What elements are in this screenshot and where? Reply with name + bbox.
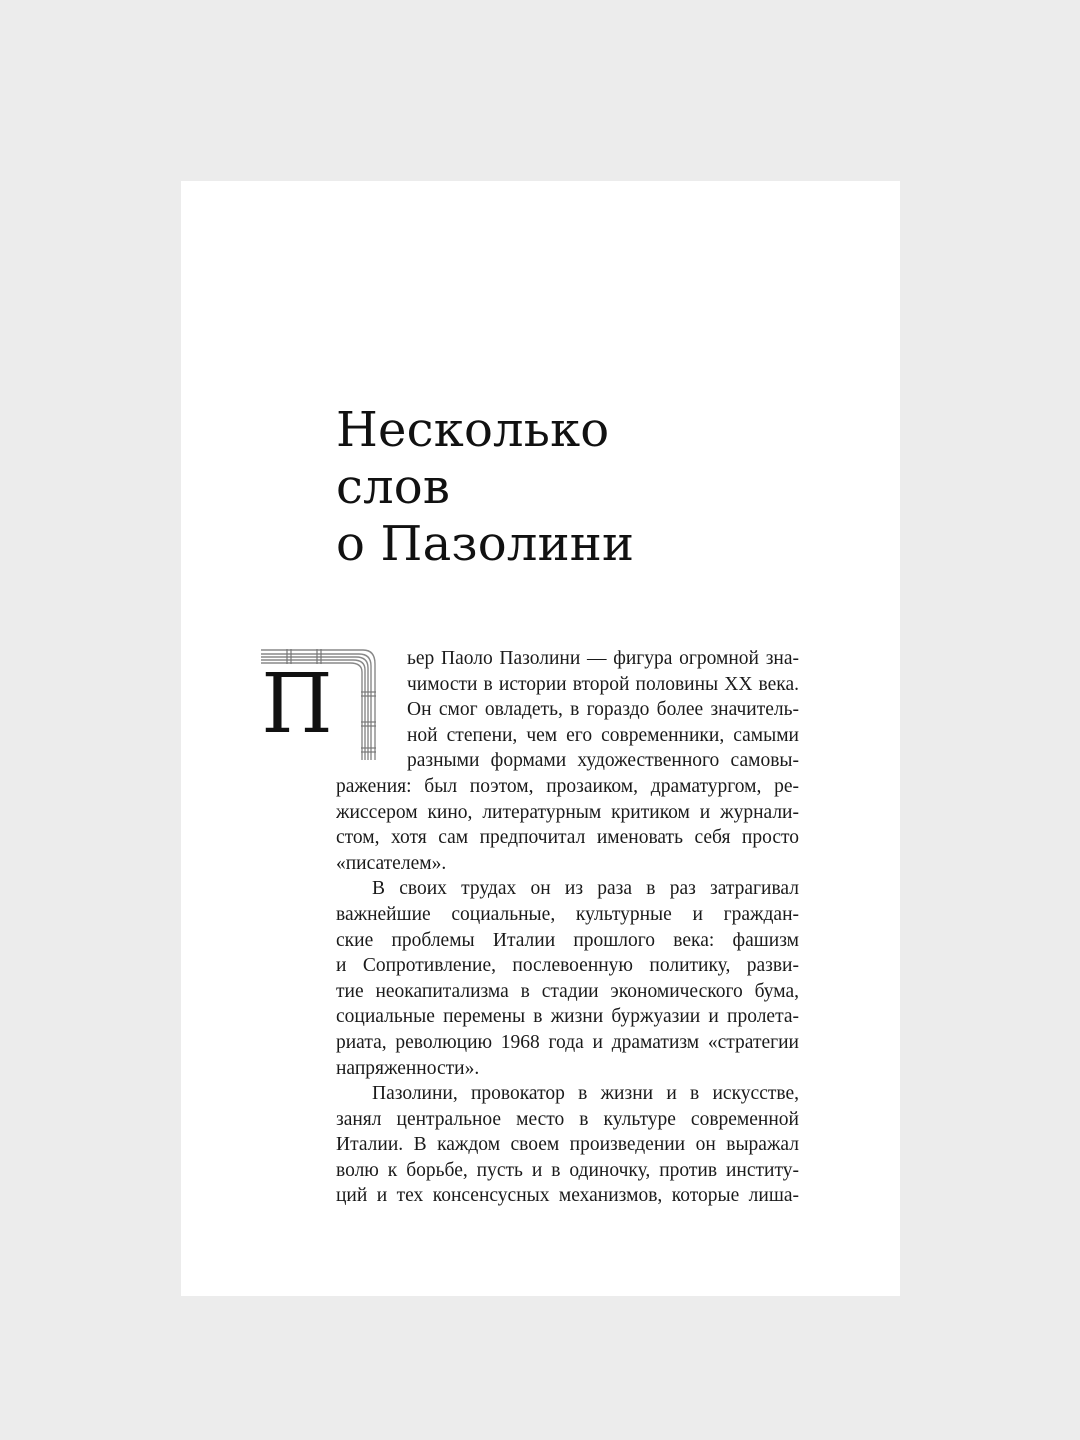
text-line: «писателем». bbox=[336, 852, 447, 874]
text-line: чимости в истории второй половины XX века. bbox=[407, 673, 799, 695]
text-line: тие неокапитализма в стадии экономического бума, bbox=[336, 980, 799, 1002]
text-line: ражения: был поэтом, прозаиком, драматургом, ре- bbox=[336, 775, 799, 797]
text-line: В своих трудах он из раза в раз затрагивал bbox=[372, 878, 799, 900]
text-line: социальные перемены в жизни буржуазии и пролета- bbox=[336, 1006, 799, 1028]
text-line: разными формами художественного самовы- bbox=[407, 750, 799, 772]
text-line: риата, революцию 1968 года и драматизм «стратегии bbox=[336, 1031, 799, 1053]
text-line: напряженности». bbox=[336, 1057, 480, 1079]
text-line: занял центральное место в культуре современной bbox=[336, 1108, 799, 1130]
text-line: стом, хотя сам предпочитал именовать себя просто bbox=[336, 827, 799, 849]
chapter-title-line: слов bbox=[336, 459, 451, 515]
chapter-title-line: о Пазолини bbox=[336, 516, 635, 572]
text-line: Он смог овладеть, в гораздо более значитель- bbox=[407, 699, 799, 721]
text-line: жиссером кино, литературным критиком и журнали- bbox=[336, 801, 799, 823]
text-line: Пазолини, провокатор в жизни и в искусстве, bbox=[372, 1083, 799, 1105]
text-line: важнейшие социальные, культурные и граждан- bbox=[336, 903, 799, 925]
drop-cap-letter: П bbox=[261, 657, 333, 752]
text-line: волю к борьбе, пусть и в одиночку, против институ- bbox=[336, 1159, 799, 1181]
text-line: ьер Паоло Пазолини — фигура огромной зна- bbox=[407, 648, 799, 669]
text-line: и Сопротивление, послевоенную политику, разви- bbox=[336, 955, 799, 977]
chapter-title-line: Несколько bbox=[336, 402, 610, 458]
text-line: ций и тех консенсусных механизмов, которые лиша- bbox=[336, 1185, 799, 1207]
text-line: Италии. В каждом своем произведении он выражал bbox=[336, 1134, 799, 1156]
body-text bbox=[336, 646, 799, 1209]
text-line: ной степени, чем его современники, самыми bbox=[407, 724, 799, 746]
chapter-title bbox=[336, 402, 634, 573]
text-line: ские проблемы Италии прошлого века: фашизм bbox=[336, 929, 799, 951]
